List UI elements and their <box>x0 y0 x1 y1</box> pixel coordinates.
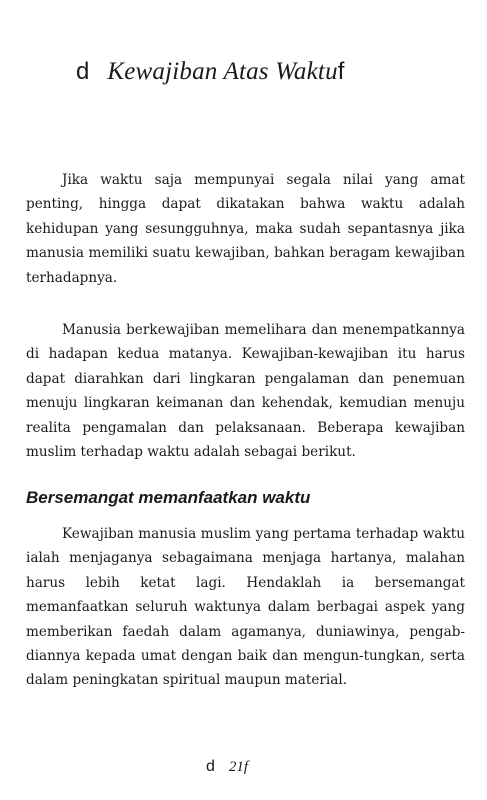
chapter-heading <box>76 58 344 86</box>
page-number: 21 <box>228 759 244 775</box>
paragraph-2 <box>26 318 465 464</box>
paragraph-text: Jika waktu saja mempunyai segala nilai yang amat penting, hingga dapat dikatakan bahwa waktu adalah kehidupan yang sesungguhnya, maka sudah sepantasnya jika manusia memiliki suatu kewajiban, bahkan beragam kewajiban terhadapnya. <box>26 172 465 286</box>
paragraph-text: Kewajiban manusia muslim yang pertama terhadap waktu ialah menjaganya sebagaimana menjaga hartanya, malahan harus lebih ketat lagi. Hendaklah ia bersemangat memanfaatkan seluruh waktunya dalam berbagai aspek yang memberikan faedah dalam agamanya, duniawinya, pengab-diannya kepada umat dengan baik dan mengun-tungkan, serta dalam peningkatan spiritual maupun material. <box>26 526 465 689</box>
paragraph-3 <box>26 522 465 693</box>
footer-ornament-right: f <box>243 759 249 775</box>
footer-ornament: d <box>206 758 215 775</box>
heading-ornament-left: d <box>76 58 90 85</box>
paragraph-text: Manusia berkewajiban memelihara dan menempatkannya di hadapan kedua matanya. Kewajiban-kewajiban itu harus dapat diarahkan dari lingkaran pengalaman dan penemuan menuju lingkaran keimanan dan kehendak, kemudian menuju realita pengamalan dan pelaksanaan. Beberapa kewajiban muslim terhadap waktu adalah sebagai berikut. <box>26 322 465 461</box>
section-heading: Bersemangat memanfaatkan waktu <box>26 488 311 507</box>
paragraph-1 <box>26 168 465 290</box>
heading-ornament-right: f <box>337 58 345 85</box>
page-footer <box>206 758 248 776</box>
chapter-title: Kewajiban Atas Waktu <box>107 58 338 85</box>
